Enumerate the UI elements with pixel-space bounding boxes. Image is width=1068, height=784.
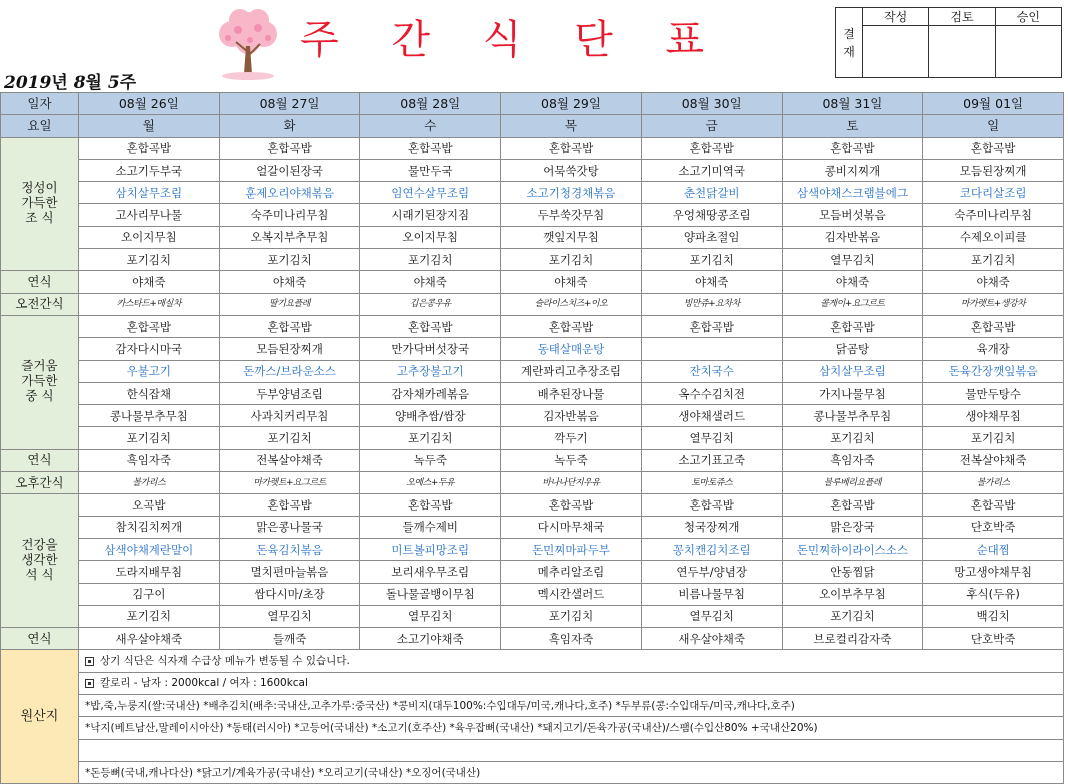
dinner-menu-cell: 포기김치: [78, 605, 219, 627]
dinner-menu-cell: 미트볼피망조림: [360, 538, 501, 560]
approval-side-label: 결 재: [836, 8, 863, 78]
lunch-menu-cell: 포기김치: [360, 427, 501, 449]
breakfast-menu-cell: 김자반볶음: [782, 226, 923, 248]
breakfast-menu-cell: 고사리무나물: [78, 204, 219, 226]
lunch-menu-cell: 잔치국수: [641, 360, 782, 382]
breakfast-menu-cell: 소고기청경채볶음: [501, 182, 642, 204]
day-cell: 수: [360, 115, 501, 137]
table-row: [1, 360, 1064, 382]
day-header: 요일: [1, 115, 79, 137]
dinner-category: [1, 494, 79, 628]
am_snack-category: 오전간식: [1, 293, 79, 315]
dinner-menu-cell: 청국장찌개: [641, 516, 782, 538]
dinner-menu-cell: 혼합곡밥: [923, 494, 1064, 516]
day-cell: 금: [641, 115, 782, 137]
dinner-menu-cell: 꽁치캔김치조림: [641, 538, 782, 560]
table-row: [1, 605, 1064, 627]
table-row: [1, 93, 1064, 115]
dinner-menu-cell: 안동찜닭: [782, 561, 923, 583]
am_snack-cell: 슬라이스치즈+이오: [501, 293, 642, 315]
lunch-menu-cell: 포기김치: [923, 427, 1064, 449]
table-row: [1, 115, 1064, 137]
breakfast_porridge-cell: 야채죽: [641, 271, 782, 293]
breakfast-menu-cell: 혼합곡밥: [219, 137, 360, 159]
lunch-menu-cell: 우불고기: [78, 360, 219, 382]
week-year: 2019: [4, 73, 52, 93]
dinner-menu-cell: 멕시칸샐러드: [501, 583, 642, 605]
dinner-menu-cell: 오이부추무침: [782, 583, 923, 605]
lunch-menu-cell: 만가닥버섯장국: [360, 338, 501, 360]
lunch-menu-cell: 모듬된장찌개: [219, 338, 360, 360]
breakfast-menu-cell: 혼합곡밥: [501, 137, 642, 159]
dinner-menu-cell: 연두부/양념장: [641, 561, 782, 583]
am_snack-cell: 빙만쥬+요차차: [641, 293, 782, 315]
dinner-menu-cell: 열무김치: [360, 605, 501, 627]
table-row: [1, 159, 1064, 181]
lunch-menu-cell: 배추된장나물: [501, 382, 642, 404]
lunch-menu-cell: 생야채샐러드: [641, 405, 782, 427]
dinner-menu-cell: 맑은장국: [782, 516, 923, 538]
lunch-menu-cell: 물만두탕수: [923, 382, 1064, 404]
day-cell: 토: [782, 115, 923, 137]
breakfast_porridge-cell: 야채죽: [78, 271, 219, 293]
origin-note-text: *밥,죽,누룽지(쌀:국내산) *배추김치(배추:국내산,고추가루:중국산) *콩비지(대두100%:수입대두/미국,캐나다,호주) *두부류(콩:수입대두/미국,캐나다,호주): [84, 699, 795, 712]
breakfast-menu-cell: 모듬된장찌개: [923, 159, 1064, 181]
breakfast-category-text: 정성이 가득한 조 식: [21, 179, 58, 225]
lunch-menu-cell: 두부양념조림: [219, 382, 360, 404]
approval-col-approve: 승인: [995, 8, 1061, 26]
lunch-menu-cell: 감자다시마국: [78, 338, 219, 360]
lunch-menu-cell: [641, 338, 782, 360]
origin-note-text: 상기 식단은 식자재 수급상 메뉴가 변동될 수 있습니다.: [99, 655, 350, 668]
breakfast-menu-cell: 수제오이피클: [923, 226, 1064, 248]
lunch-menu-cell: 혼합곡밥: [501, 315, 642, 337]
table-row: [1, 472, 1064, 494]
page-title: 주 간 식 단 표: [300, 17, 725, 63]
dinner-menu-cell: 멸치편마늘볶음: [219, 561, 360, 583]
lunch-menu-cell: 혼합곡밥: [360, 315, 501, 337]
origin-note-text: *돈등뼈(국내,캐나다산) *닭고기/계육가공(국내산) *오리고기(국내산) *오징어(국내산): [84, 766, 481, 779]
pm_snack-cell: 바나나단지우유: [501, 472, 642, 494]
lunch-menu-cell: 포기김치: [219, 427, 360, 449]
lunch_porridge-cell: 녹두죽: [501, 449, 642, 471]
breakfast-menu-cell: 춘천닭갈비: [641, 182, 782, 204]
week-number-suffix: 주: [119, 73, 137, 93]
lunch_porridge-cell: 흑임자죽: [782, 449, 923, 471]
day-cell: 일: [923, 115, 1064, 137]
dinner-menu-cell: 돌나물골뱅이무침: [360, 583, 501, 605]
dinner-menu-cell: 김구이: [78, 583, 219, 605]
table-row: [1, 226, 1064, 248]
dinner-menu-cell: 백김치: [923, 605, 1064, 627]
breakfast_porridge-cell: 야채죽: [219, 271, 360, 293]
dinner_porridge-cell: 소고기야채죽: [360, 628, 501, 650]
dinner-menu-cell: 망고생야채무침: [923, 561, 1064, 583]
lunch_porridge-cell: 소고기표고죽: [641, 449, 782, 471]
breakfast-menu-cell: 물만두국: [360, 159, 501, 181]
breakfast-menu-cell: 혼합곡밥: [923, 137, 1064, 159]
breakfast-menu-cell: 포기김치: [360, 249, 501, 271]
table-row: [1, 538, 1064, 560]
breakfast-menu-cell: 삼색야채스크램블에그: [782, 182, 923, 204]
am_snack-cell: 딸기요플레: [219, 293, 360, 315]
cherry-tree-icon: [208, 6, 288, 82]
table-row: [1, 137, 1064, 159]
dinner-menu-cell: 쌈다시마/초장: [219, 583, 360, 605]
date-cell: 08월 26일: [78, 93, 219, 115]
breakfast-menu-cell: 숙주미나리무침: [923, 204, 1064, 226]
dinner-menu-cell: 보리새우무조림: [360, 561, 501, 583]
lunch-menu-cell: 포기김치: [782, 427, 923, 449]
lunch_porridge-cell: 전복살야채죽: [923, 449, 1064, 471]
table-row: [1, 695, 1064, 717]
breakfast-menu-cell: 포기김치: [78, 249, 219, 271]
lunch-menu-cell: 김자반볶음: [501, 405, 642, 427]
dinner-menu-cell: 삼색야채계란말이: [78, 538, 219, 560]
breakfast-menu-cell: 얼갈이된장국: [219, 159, 360, 181]
origin-note: [78, 761, 1063, 783]
day-cell: 월: [78, 115, 219, 137]
approval-col-review: 검토: [929, 8, 995, 26]
lunch-menu-cell: 혼합곡밥: [782, 315, 923, 337]
table-row: [1, 382, 1064, 404]
week-number: 5: [107, 73, 120, 93]
breakfast-category: [1, 137, 79, 271]
lunch-menu-cell: 양배추쌈/쌈장: [360, 405, 501, 427]
lunch-menu-cell: 생야채무침: [923, 405, 1064, 427]
table-row: [1, 293, 1064, 315]
table-row: [1, 494, 1064, 516]
date-cell: 08월 27일: [219, 93, 360, 115]
breakfast-menu-cell: 포기김치: [923, 249, 1064, 271]
lunch-menu-cell: 한식잡채: [78, 382, 219, 404]
table-row: [1, 204, 1064, 226]
lunch_porridge-cell: 전복살야채죽: [219, 449, 360, 471]
dinner_porridge-cell: 단호박죽: [923, 628, 1064, 650]
approval-sign-review[interactable]: [929, 26, 995, 78]
lunch-menu-cell: 돈까스/브라운소스: [219, 360, 360, 382]
lunch-menu-cell: 옥수수김치전: [641, 382, 782, 404]
dinner-menu-cell: 혼합곡밥: [641, 494, 782, 516]
pm_snack-category: 오후간식: [1, 472, 79, 494]
dinner_porridge-category: 연식: [1, 628, 79, 650]
table-row: [1, 761, 1064, 783]
breakfast-menu-cell: 숙주미나리무침: [219, 204, 360, 226]
breakfast-menu-cell: 우엉채땅콩조림: [641, 204, 782, 226]
breakfast-menu-cell: 콩비지찌개: [782, 159, 923, 181]
dinner-menu-cell: 맑은콩나물국: [219, 516, 360, 538]
pm_snack-cell: 마가렛트+요그르트: [219, 472, 360, 494]
breakfast_porridge-cell: 야채죽: [501, 271, 642, 293]
table-row: [1, 583, 1064, 605]
breakfast-menu-cell: 포기김치: [219, 249, 360, 271]
lunch-menu-cell: 혼합곡밥: [78, 315, 219, 337]
table-row: [1, 182, 1064, 204]
dinner_porridge-cell: 새우살야채죽: [641, 628, 782, 650]
breakfast-menu-cell: 어묵쑥갓탕: [501, 159, 642, 181]
dinner-menu-cell: 비름나물무침: [641, 583, 782, 605]
breakfast_porridge-cell: 야채죽: [360, 271, 501, 293]
table-row: [1, 628, 1064, 650]
dinner-menu-cell: 순대찜: [923, 538, 1064, 560]
dinner_porridge-cell: 새우살야채죽: [78, 628, 219, 650]
lunch-menu-cell: 가지나물무침: [782, 382, 923, 404]
week-label: [4, 68, 136, 93]
dinner-menu-cell: 들깨수제비: [360, 516, 501, 538]
dinner-menu-cell: 열무김치: [641, 605, 782, 627]
dinner-menu-cell: 열무김치: [219, 605, 360, 627]
table-row: [1, 739, 1064, 761]
lunch-menu-cell: 혼합곡밥: [923, 315, 1064, 337]
day-cell: 목: [501, 115, 642, 137]
breakfast-menu-cell: 혼합곡밥: [360, 137, 501, 159]
lunch-menu-cell: 콩나물부추무침: [782, 405, 923, 427]
breakfast-menu-cell: 오이지무침: [360, 226, 501, 248]
breakfast-menu-cell: 코다리살조림: [923, 182, 1064, 204]
breakfast_porridge-cell: 야채죽: [923, 271, 1064, 293]
dinner-menu-cell: 혼합곡밥: [782, 494, 923, 516]
breakfast-menu-cell: 혼합곡밥: [641, 137, 782, 159]
breakfast-menu-cell: 훈제오리야채볶음: [219, 182, 360, 204]
table-row: [1, 338, 1064, 360]
lunch-menu-cell: 깍두기: [501, 427, 642, 449]
dinner-menu-cell: 메추리알조림: [501, 561, 642, 583]
lunch-menu-cell: 계란꽈리고추장조림: [501, 360, 642, 382]
dinner_porridge-cell: 들깨죽: [219, 628, 360, 650]
lunch-menu-cell: 혼합곡밥: [641, 315, 782, 337]
bullet-square-icon: [85, 657, 94, 666]
dinner-menu-cell: 돈육김치볶음: [219, 538, 360, 560]
lunch-menu-cell: 열무김치: [641, 427, 782, 449]
week-month: 8: [73, 73, 86, 93]
table-row: [1, 650, 1064, 672]
am_snack-cell: 깁은콩우유: [360, 293, 501, 315]
dinner_porridge-cell: 흑임자죽: [501, 628, 642, 650]
origin-note: [78, 672, 1063, 694]
lunch-menu-cell: 삼치살무조림: [782, 360, 923, 382]
origin-note: [78, 650, 1063, 672]
origin-category: 원산지: [1, 650, 79, 784]
am_snack-cell: 카스타드+매실차: [78, 293, 219, 315]
pm_snack-cell: 토마토쥬스: [641, 472, 782, 494]
lunch_porridge-category: 연식: [1, 449, 79, 471]
am_snack-cell: 콜게이+요그르트: [782, 293, 923, 315]
breakfast_porridge-cell: 야채죽: [782, 271, 923, 293]
breakfast-menu-cell: 삼치살무조림: [78, 182, 219, 204]
dinner-menu-cell: 혼합곡밥: [501, 494, 642, 516]
dinner-category-text: 건강을 생각한 석 식: [21, 536, 58, 582]
origin-note: [78, 695, 1063, 717]
breakfast-menu-cell: 소고기미역국: [641, 159, 782, 181]
table-row: [1, 516, 1064, 538]
origin-note-text: *낙지(베트남산,말레이시아산) *동태(러시아) *고등어(국내산) *소고기(호주산) *육우잡뼈(국내산) *돼지고기/돈육가공(국내산)/스팸(수입산80% +국내산20%): [84, 721, 818, 734]
day-cell: 화: [219, 115, 360, 137]
approval-box: [835, 7, 1062, 78]
lunch-menu-cell: 혼합곡밥: [219, 315, 360, 337]
week-year-suffix: 년: [51, 73, 68, 93]
date-cell: 08월 30일: [641, 93, 782, 115]
bullet-square-icon: [85, 679, 94, 688]
week-month-suffix: 월: [85, 73, 102, 93]
lunch-menu-cell: 콩나물부추무침: [78, 405, 219, 427]
table-row: [1, 271, 1064, 293]
table-row: [1, 561, 1064, 583]
breakfast-menu-cell: 양파초절임: [641, 226, 782, 248]
dinner-menu-cell: 단호박죽: [923, 516, 1064, 538]
approval-col-write: 작성: [863, 8, 929, 26]
dinner-menu-cell: 포기김치: [501, 605, 642, 627]
date-cell: 08월 29일: [501, 93, 642, 115]
approval-sign-approve[interactable]: [995, 26, 1061, 78]
table-row: [1, 427, 1064, 449]
lunch-category: [1, 315, 79, 449]
origin-note: [78, 717, 1063, 739]
breakfast-menu-cell: 포기김치: [501, 249, 642, 271]
lunch-menu-cell: 포기김치: [78, 427, 219, 449]
breakfast-menu-cell: 깻잎지무침: [501, 226, 642, 248]
lunch-menu-cell: 닭곰탕: [782, 338, 923, 360]
dinner-menu-cell: 도라지배무침: [78, 561, 219, 583]
table-row: [1, 315, 1064, 337]
dinner_porridge-cell: 브로컬리감자죽: [782, 628, 923, 650]
origin-note: [78, 739, 1063, 761]
lunch_porridge-cell: 흑임자죽: [78, 449, 219, 471]
breakfast-menu-cell: 모듬버섯볶음: [782, 204, 923, 226]
breakfast-menu-cell: 두부쑥갓무침: [501, 204, 642, 226]
lunch-menu-cell: 육개장: [923, 338, 1064, 360]
dinner-menu-cell: 포기김치: [782, 605, 923, 627]
breakfast-menu-cell: 포기김치: [641, 249, 782, 271]
lunch-menu-cell: 고추장불고기: [360, 360, 501, 382]
approval-sign-write[interactable]: [863, 26, 929, 78]
lunch-menu-cell: 동태살매운탕: [501, 338, 642, 360]
dinner-menu-cell: 돈민찌마파두부: [501, 538, 642, 560]
breakfast-menu-cell: 시래기된장지짐: [360, 204, 501, 226]
breakfast-menu-cell: 혼합곡밥: [782, 137, 923, 159]
dinner-menu-cell: 후식(두유): [923, 583, 1064, 605]
origin-note-text: 칼로리 - 남자 : 2000kcal / 여자 : 1600kcal: [99, 677, 308, 690]
pm_snack-cell: 오예스+두유: [360, 472, 501, 494]
lunch-menu-cell: 사과치커리무침: [219, 405, 360, 427]
dinner-menu-cell: 혼합곡밥: [219, 494, 360, 516]
table-row: [1, 405, 1064, 427]
lunch-menu-cell: 돈육간장깻잎볶음: [923, 360, 1064, 382]
breakfast-menu-cell: 열무김치: [782, 249, 923, 271]
breakfast-menu-cell: 오이지무침: [78, 226, 219, 248]
breakfast-menu-cell: 혼합곡밥: [78, 137, 219, 159]
date-header: 일자: [1, 93, 79, 115]
table-row: [1, 672, 1064, 694]
pm_snack-cell: 블루베리요플레: [782, 472, 923, 494]
table-row: [1, 249, 1064, 271]
date-cell: 08월 28일: [360, 93, 501, 115]
breakfast_porridge-category: 연식: [1, 271, 79, 293]
breakfast-menu-cell: 소고기두부국: [78, 159, 219, 181]
breakfast-menu-cell: 임연수살무조림: [360, 182, 501, 204]
table-row: [1, 449, 1064, 471]
lunch_porridge-cell: 녹두죽: [360, 449, 501, 471]
am_snack-cell: 마가렛트+생강차: [923, 293, 1064, 315]
sheet-header: [0, 0, 1068, 92]
dinner-menu-cell: 돈민찌하이라이스소스: [782, 538, 923, 560]
lunch-menu-cell: 감자채카레볶음: [360, 382, 501, 404]
pm_snack-cell: 볼가리스: [923, 472, 1064, 494]
dinner-menu-cell: 혼합곡밥: [360, 494, 501, 516]
dinner-menu-cell: 참치김치찌개: [78, 516, 219, 538]
dinner-menu-cell: 다시마무채국: [501, 516, 642, 538]
dinner-menu-cell: 오곡밥: [78, 494, 219, 516]
breakfast-menu-cell: 오복지부추무침: [219, 226, 360, 248]
date-cell: 08월 31일: [782, 93, 923, 115]
table-row: [1, 717, 1064, 739]
pm_snack-cell: 볼가리스: [78, 472, 219, 494]
weekly-menu-table: [0, 92, 1064, 784]
date-cell: 09월 01일: [923, 93, 1064, 115]
lunch-category-text: 즐거움 가득한 중 식: [21, 358, 58, 404]
